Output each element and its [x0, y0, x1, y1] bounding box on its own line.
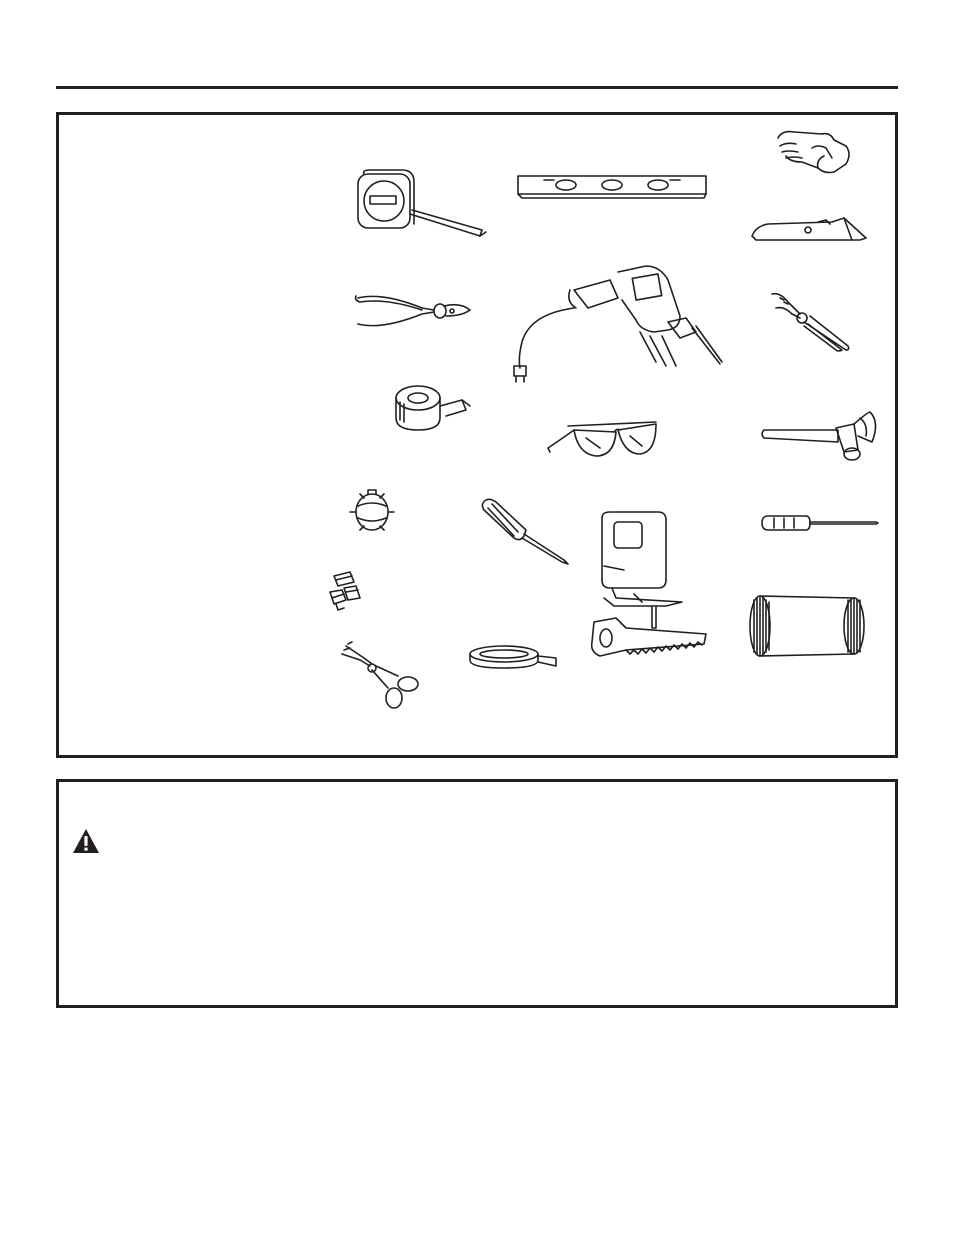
safety-glasses-icon [544, 418, 664, 466]
duct-pipe-icon [746, 592, 870, 660]
hammer-icon [756, 406, 884, 466]
strain-relief-icon [348, 488, 396, 536]
pliers-icon [352, 288, 476, 332]
tape-measure-icon [352, 168, 492, 244]
utility-knife-icon [748, 212, 872, 246]
duct-tape-icon [466, 640, 562, 674]
hand-saw-icon [586, 614, 712, 662]
wire-stripper-icon [766, 288, 858, 356]
screwdriver-flat-icon [760, 510, 882, 536]
header-rule [56, 86, 898, 89]
warning-triangle-icon [72, 828, 100, 854]
level-icon [514, 170, 710, 202]
tin-snips-icon [338, 636, 422, 712]
screwdriver-phillips-icon [476, 494, 576, 568]
electrical-tape-icon [390, 380, 474, 438]
work-gloves-icon [772, 124, 856, 180]
power-drill-icon [510, 262, 730, 386]
jigsaw-icon [594, 510, 690, 630]
wire-nuts-icon [326, 568, 366, 612]
warning-panel [56, 779, 898, 1008]
